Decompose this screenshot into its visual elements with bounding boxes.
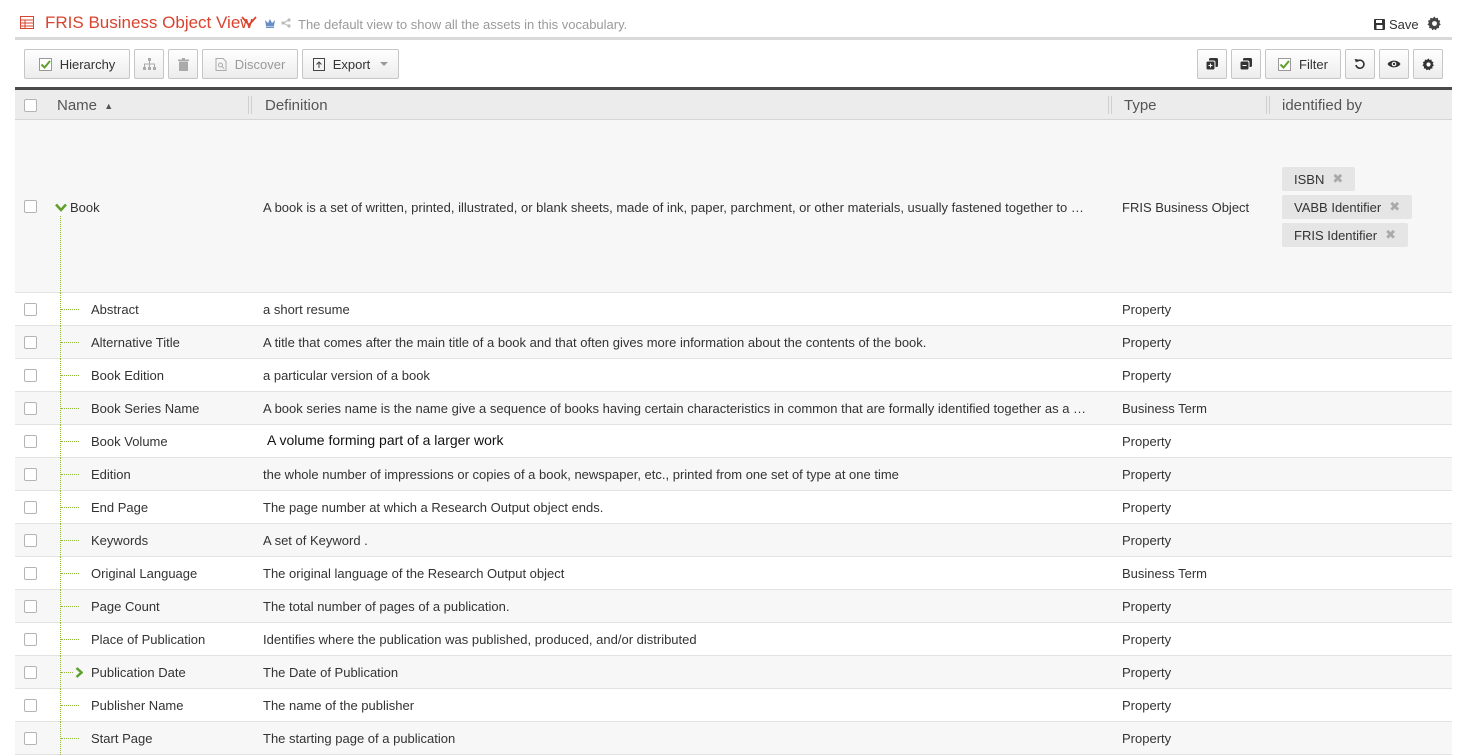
hierarchy-label: Hierarchy (59, 56, 116, 72)
asset-name-link[interactable]: Keywords (91, 533, 149, 548)
tree-line (61, 705, 79, 706)
view-title[interactable]: FRIS Business Object View (45, 13, 253, 32)
definition-inline-editor[interactable] (263, 432, 1111, 448)
tree-line (61, 573, 79, 574)
tree-line (61, 441, 79, 442)
eye-icon (1387, 59, 1401, 69)
asset-definition: the whole number of impressions or copies of a book, newspaper, etc., printed from one set of type at one time (263, 467, 899, 482)
asset-definition: Identifies where the publication was published, produced, and/or distributed (263, 632, 697, 647)
discover-label: Discover (234, 56, 286, 72)
row-checkbox[interactable] (24, 600, 37, 613)
asset-type: Business Term (1122, 566, 1208, 581)
asset-definition: The original language of the Research Output object (263, 566, 565, 581)
identifier-tag[interactable] (1282, 195, 1412, 219)
hierarchy-toggle-button[interactable] (24, 49, 130, 79)
expand-all-button[interactable] (1197, 49, 1227, 79)
column-header-definition[interactable]: Definition (265, 97, 328, 114)
delete-button[interactable] (168, 49, 198, 79)
table-row[interactable] (15, 689, 1452, 722)
asset-definition: The starting page of a publication (263, 731, 456, 746)
row-checkbox[interactable] (24, 633, 37, 646)
asset-name-link[interactable]: Alternative Title (91, 335, 180, 350)
column-header-name[interactable] (57, 97, 113, 114)
remove-icon[interactable]: ✖ (1389, 199, 1401, 214)
row-checkbox[interactable] (24, 567, 37, 580)
visibility-button[interactable] (1379, 49, 1409, 79)
collapse-all-button[interactable] (1231, 49, 1261, 79)
asset-definition: The total number of pages of a publication. (263, 599, 510, 614)
row-checkbox[interactable] (24, 336, 37, 349)
asset-type: Property (1122, 434, 1172, 449)
asset-definition: A book series name is the name give a sequence of books having certain characteristics in common that are formally identified together as a … (263, 401, 1087, 416)
row-checkbox[interactable] (24, 699, 37, 712)
gear-icon (1422, 58, 1435, 71)
view-table-icon (20, 16, 34, 29)
discover-button[interactable] (202, 49, 298, 79)
asset-name-link[interactable]: Book Edition (91, 368, 164, 383)
asset-type: Property (1122, 665, 1172, 680)
table-row[interactable] (15, 392, 1452, 425)
tree-line (61, 375, 79, 376)
floppy-disk-icon (1374, 19, 1385, 30)
identifier-label: VABB Identifier (1294, 199, 1382, 215)
tree-line (61, 408, 79, 409)
copy-collapse-icon (1240, 58, 1252, 70)
tree-line (61, 309, 79, 310)
move-button[interactable] (134, 49, 164, 79)
identifier-tag[interactable] (1282, 223, 1408, 247)
export-icon (313, 58, 325, 71)
asset-type: Property (1122, 335, 1172, 350)
tree-line (61, 474, 79, 475)
asset-type: Property (1122, 632, 1172, 647)
asset-definition: a particular version of a book (263, 368, 430, 383)
identifier-label: ISBN (1294, 171, 1325, 187)
table-row[interactable] (15, 326, 1452, 359)
save-button[interactable] (1374, 17, 1419, 32)
row-checkbox[interactable] (24, 732, 37, 745)
copy-expand-icon (1206, 58, 1218, 70)
table-row[interactable] (15, 557, 1452, 590)
row-checkbox[interactable] (24, 402, 37, 415)
column-resize-handle[interactable] (248, 96, 252, 114)
asset-table (15, 87, 1452, 755)
asset-type: Property (1122, 500, 1172, 515)
undo-refresh-icon (1354, 58, 1366, 70)
tree-line (60, 216, 61, 293)
table-row-book[interactable] (15, 120, 1452, 293)
asset-type: Property (1122, 368, 1172, 383)
gear-icon[interactable] (1427, 16, 1442, 31)
column-resize-handle[interactable] (1266, 96, 1270, 114)
tree-line (61, 342, 79, 343)
chevron-right-icon[interactable] (75, 667, 83, 678)
asset-definition: A set of Keyword . (263, 533, 368, 548)
tree-line (61, 540, 79, 541)
share-icon[interactable] (281, 18, 291, 28)
export-dropdown-button[interactable] (302, 49, 399, 79)
asset-name-link[interactable]: Start Page (91, 731, 153, 746)
discover-icon (215, 58, 227, 71)
row-checkbox[interactable] (24, 435, 37, 448)
asset-name-link[interactable]: Edition (91, 467, 131, 482)
view-header (15, 0, 1452, 40)
column-header-type[interactable]: Type (1124, 97, 1157, 114)
checkbox-checked-icon (39, 58, 52, 71)
sitemap-icon (143, 58, 156, 71)
row-checkbox[interactable] (24, 666, 37, 679)
remove-icon[interactable]: ✖ (1385, 227, 1396, 242)
checkbox-checked-icon (1278, 58, 1291, 71)
table-row[interactable] (15, 722, 1452, 755)
identifier-label: FRIS Identifier (1294, 227, 1378, 243)
asset-name-link[interactable]: Publisher Name (91, 698, 184, 713)
table-settings-button[interactable] (1413, 49, 1443, 79)
asset-name-link[interactable]: Book Volume (91, 434, 168, 449)
tree-line (61, 507, 79, 508)
tree-line (61, 672, 73, 673)
asset-type: Property (1122, 533, 1172, 548)
asset-name-link[interactable]: Page Count (91, 599, 160, 614)
table-row[interactable] (15, 590, 1452, 623)
caret-down-icon (380, 62, 388, 66)
table-row[interactable] (15, 491, 1452, 524)
asset-type: Property (1122, 698, 1172, 713)
asset-name-link[interactable]: Place of Publication (91, 632, 206, 647)
table-row[interactable] (15, 656, 1452, 689)
definition-edit-text[interactable]: A volume forming part of a larger work (263, 432, 508, 448)
crown-icon (265, 18, 275, 28)
row-checkbox[interactable] (24, 369, 37, 382)
row-checkbox[interactable] (24, 468, 37, 481)
column-resize-handle[interactable] (1108, 96, 1112, 114)
asset-name-link[interactable]: Original Language (91, 566, 198, 581)
trash-icon (178, 58, 189, 71)
column-name-label: Name (57, 97, 98, 114)
save-label: Save (1389, 17, 1419, 32)
sort-ascending-icon: ▲ (104, 101, 114, 111)
asset-definition: A title that comes after the main title of a book and that often gives more information about the contents of the book. (263, 335, 927, 350)
asset-name-link[interactable]: Book Series Name (91, 401, 200, 416)
asset-type: FRIS Business Object (1122, 200, 1250, 215)
row-checkbox[interactable] (24, 501, 37, 514)
refresh-button[interactable] (1345, 49, 1375, 79)
asset-definition: The page number at which a Research Output object ends. (263, 500, 604, 515)
asset-name-link[interactable]: Abstract (91, 302, 139, 317)
tree-line (61, 639, 79, 640)
remove-icon[interactable]: ✖ (1332, 171, 1344, 186)
table-row[interactable] (15, 458, 1452, 491)
table-row[interactable] (15, 425, 1452, 458)
select-all-checkbox[interactable] (24, 99, 37, 112)
asset-type: Property (1122, 302, 1172, 317)
asset-definition: A book is a set of written, printed, illustrated, or blank sheets, made of ink, paper, parchment, or other materials, usually fastened together to … (263, 200, 1084, 215)
table-row[interactable] (15, 359, 1452, 392)
view-description: The default view to show all the assets in this vocabulary. (298, 17, 628, 32)
row-checkbox[interactable] (24, 534, 37, 547)
asset-definition: The Date of Publication (263, 665, 399, 680)
chevron-down-icon[interactable] (241, 15, 257, 27)
chevron-down-icon[interactable] (55, 203, 67, 212)
identifier-tag[interactable] (1282, 167, 1355, 191)
tree-line (61, 606, 79, 607)
table-row[interactable] (15, 293, 1452, 326)
tree-line (61, 738, 79, 739)
filter-label: Filter (1299, 56, 1328, 72)
table-row[interactable] (15, 524, 1452, 557)
row-checkbox[interactable] (24, 303, 37, 316)
asset-name-link[interactable]: Publication Date (91, 665, 186, 680)
asset-name-link[interactable]: Book (70, 200, 100, 215)
export-label: Export (332, 56, 371, 72)
asset-definition: a short resume (263, 302, 350, 317)
asset-definition: The name of the publisher (263, 698, 415, 713)
filter-toggle-button[interactable] (1265, 49, 1341, 79)
asset-type: Property (1122, 467, 1172, 482)
table-header (15, 87, 1452, 120)
column-header-identified-by[interactable]: identified by (1282, 97, 1363, 114)
table-row[interactable] (15, 623, 1452, 656)
row-checkbox[interactable] (24, 200, 37, 213)
asset-type: Property (1122, 599, 1172, 614)
asset-type: Property (1122, 731, 1172, 746)
asset-type: Business Term (1122, 401, 1208, 416)
asset-name-link[interactable]: End Page (91, 500, 149, 515)
